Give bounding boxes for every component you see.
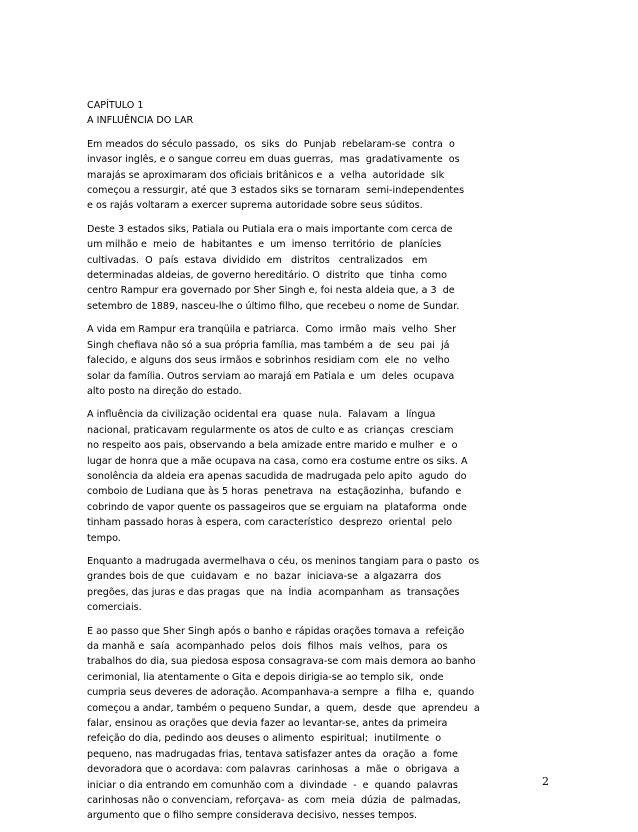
- text-line: sonolência da aldeia era apenas sacudida de madrugada pelo apito agudo do: [87, 470, 467, 482]
- text-line: e os rajás voltaram a exercer suprema autoridade sobre seus súditos.: [87, 200, 423, 212]
- text-line: centro Rampur era governado por Sher Singh e, foi nesta aldeia que, a 3 de: [87, 285, 455, 297]
- text-line: marajás se aproximaram dos oficiais britânicos e a velha autoridade sik: [87, 169, 445, 181]
- chapter-title: A INFLUÊNCIA DO LAR: [87, 115, 194, 127]
- text-line: refeição do dia, pedindo aos deuses o alimento espiritual; inutilmente o: [87, 733, 442, 745]
- text-line: comboio de Ludiana que às 5 horas penetrava na estaçãozinha, bufando e: [87, 486, 462, 498]
- text-line: pregões, das juras e das pragas que na Índia acompanham as transações: [87, 586, 460, 598]
- text-line: Singh chefiava não só a sua própria família, mas também a de seu pai já: [87, 339, 450, 351]
- paragraph: [87, 624, 557, 824]
- paragraph: [87, 137, 557, 214]
- paragraph: [87, 407, 557, 546]
- text-line: invasor inglês, e o sangue correu em duas guerras, mas gradativamente os: [87, 154, 460, 166]
- text-line: lugar de honra que a mãe ocupava na casa, como era costume entre os siks. A: [87, 455, 468, 467]
- text-line: argumento que o filho sempre considerava decisivo, nesses tempos.: [87, 810, 418, 822]
- text-line: falar, ensinou as orações que devia fazer ao levantar-se, antes da primeira: [87, 718, 448, 730]
- text-line: cumpria seus deveres de adoração. Acompanhava-a sempre a filha e, quando: [87, 687, 475, 699]
- text-line: tinham passado horas à espera, com característico desprezo oriental pelo: [87, 517, 453, 529]
- text-line: A vida em Rampur era tranqüila e patriarca. Como irmão mais velho Sher: [87, 324, 457, 336]
- text-line: cerimonial, lia atentamente o Gita e depois dirigia-se ao templo sik, onde: [87, 671, 444, 683]
- text-line: grandes bois de que cuidavam e no bazar iniciava-se a algazarra dos: [87, 571, 442, 583]
- text-line: iniciar o dia entrando em comunhão com a divindade - e quando palavras: [87, 779, 458, 791]
- text-line: A influência da civilização ocidental era quase nula. Falavam a língua: [87, 409, 436, 421]
- paragraph: [87, 322, 557, 399]
- chapter-number: CAPÍTULO 1: [87, 100, 144, 111]
- chapter-body: [87, 98, 557, 832]
- text-line: Deste 3 estados siks, Patiala ou Putiala era o mais importante com cerca de: [87, 223, 453, 235]
- text-line: solar da família. Outros serviam ao marajá em Patiala e um deles ocupava: [87, 370, 455, 382]
- text-line: comerciais.: [87, 602, 142, 614]
- text-line: um milhão e meio de habitantes e um imenso território de planícies: [87, 239, 442, 251]
- text-line: falecido, e alguns dos seus irmãos e sobrinhos residiam com ele no velho: [87, 355, 450, 367]
- text-line: alto posto na direção do estado.: [87, 385, 242, 397]
- text-line: carinhosas não o convenciam, reforçava- as com meia dúzia de palmadas,: [87, 795, 461, 807]
- paragraph: [87, 222, 557, 314]
- text-line: tempo.: [87, 532, 121, 544]
- text-line: pequeno, nas madrugadas frias, tentava satisfazer antes da oração a fome: [87, 748, 458, 760]
- text-line: Em meados do século passado, os siks do Punjab rebelaram-se contra o: [87, 138, 455, 150]
- text-line: no respeito aos pais, observando a bela amizade entre marido e mulher e o: [87, 440, 458, 452]
- paragraph-list: [87, 137, 557, 824]
- text-line: começou a andar, também o pequeno Sundar, a quem, desde que aprendeu a: [87, 702, 480, 714]
- text-line: setembro de 1889, nasceu-lhe o último filho, que recebeu o nome de Sundar.: [87, 300, 460, 312]
- text-line: devoradora que o acordava: com palavras carinhosas a mãe o obrigava a: [87, 764, 460, 776]
- text-line: trabalhos do dia, sua piedosa esposa consagrava-se com mais demora ao banho: [87, 656, 476, 668]
- text-line: nacional, praticavam regularmente os atos de culto e as crianças cresciam: [87, 424, 454, 436]
- text-line: Enquanto a madrugada avermelhava o céu, os meninos tangiam para o pasto os: [87, 555, 480, 567]
- text-line: E ao passo que Sher Singh após o banho e rápidas orações tomava a refeição: [87, 625, 465, 637]
- chapter-header: [87, 98, 557, 129]
- text-line: começou a ressurgir, até que 3 estados siks se tornaram semi-independentes: [87, 185, 465, 197]
- text-line: determinadas aldeias, de governo hereditário. O distrito que tinha como: [87, 270, 447, 282]
- text-line: da manhã e saía acompanhado pelos dois filhos mais velhos, para os: [87, 641, 448, 652]
- paragraph: [87, 554, 557, 616]
- text-line: cultivadas. O país estava dividido em distritos centralizados em: [87, 254, 428, 266]
- page-number: 2: [542, 775, 549, 788]
- text-line: cobrindo de vapor quente os passageiros que se erguiam na plataforma onde: [87, 501, 467, 513]
